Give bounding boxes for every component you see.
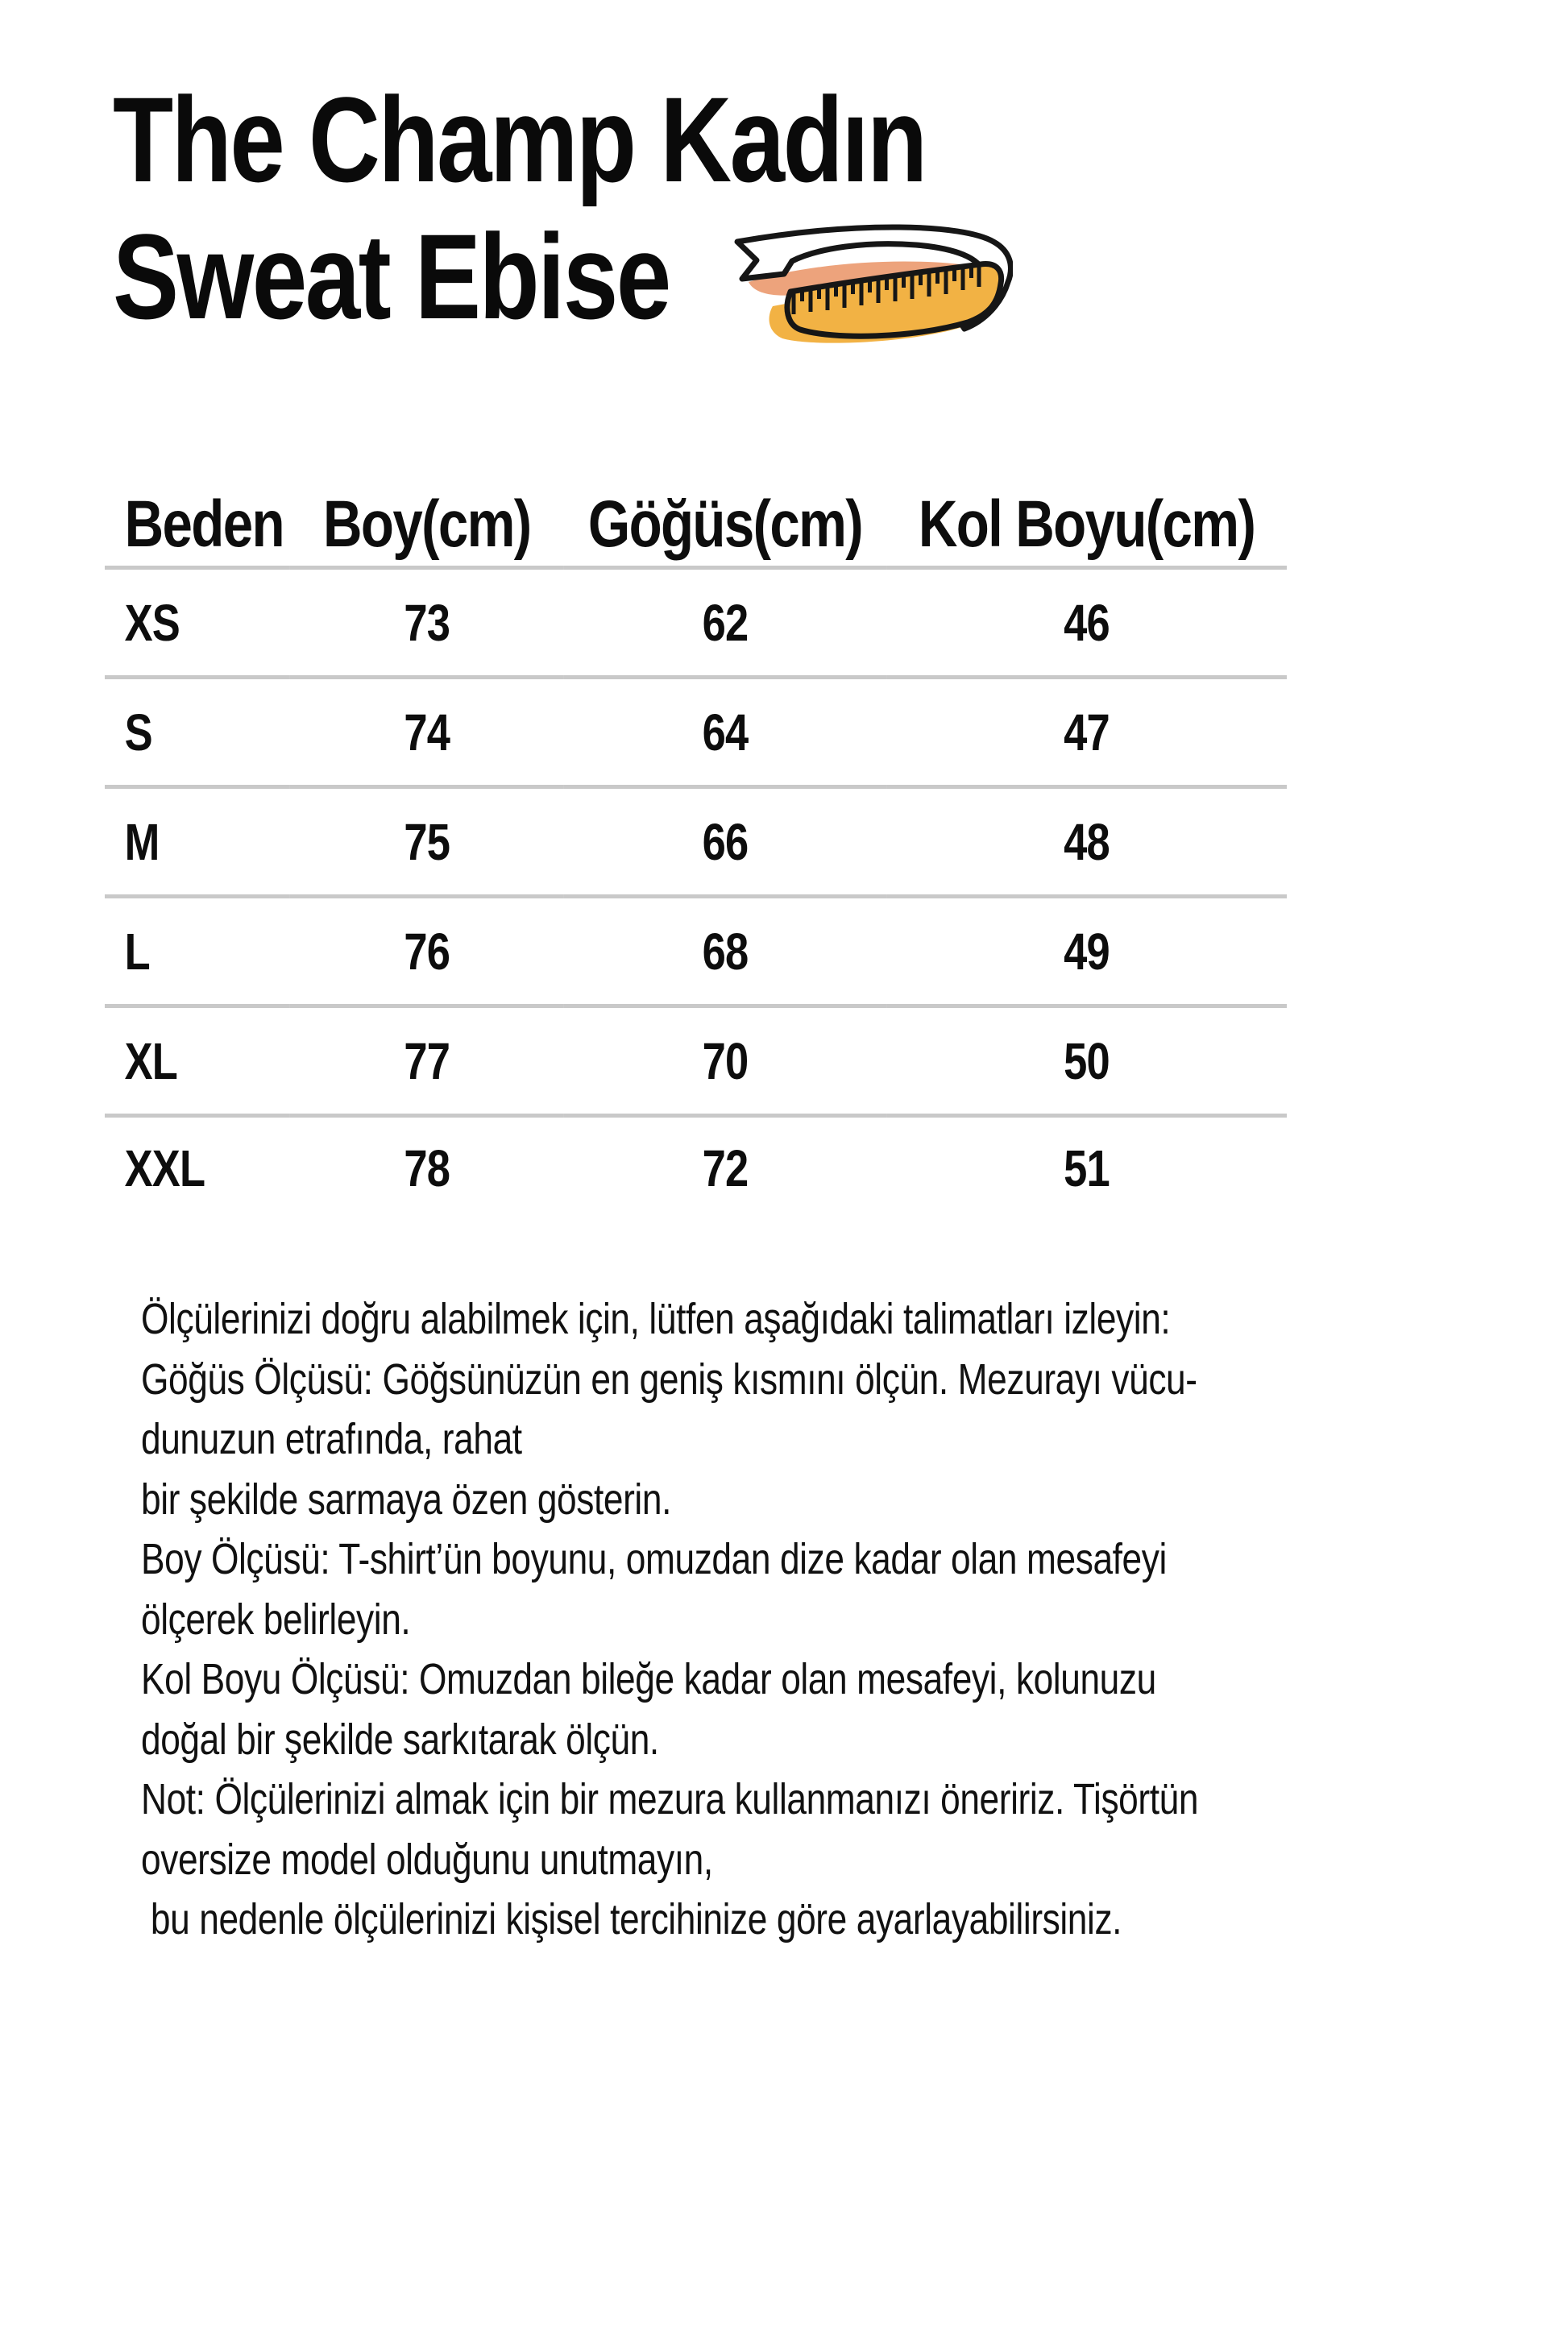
cell-beden: XL [105, 1006, 290, 1116]
column-header-kol-boyu: Kol Boyu(cm) [886, 477, 1287, 568]
instructions-line: bir şekilde sarmaya özen gösterin. [141, 1475, 671, 1524]
cell-kol: 48 [886, 787, 1287, 897]
product-title-line2: Sweat Ebise [113, 209, 670, 344]
cell-gogus: 68 [564, 897, 886, 1006]
instructions-line: Not: Ölçülerinizi almak için bir mezura kullanmanızı öneririz. Tişörtün [141, 1775, 1199, 1823]
cell-boy: 75 [290, 787, 564, 897]
cell-boy: 76 [290, 897, 564, 1006]
table-row-xl [105, 1006, 1287, 1116]
instructions-line: dunuzun etrafında, rahat [141, 1415, 522, 1463]
cell-gogus: 72 [702, 1139, 749, 1197]
cell-kol: 51 [1064, 1139, 1110, 1197]
instructions-line: Kol Boyu Ölçüsü: Omuzdan bileğe kadar olan mesafeyi, kolunuzu [141, 1655, 1156, 1703]
cell-kol: 46 [886, 568, 1287, 678]
cell-kol: 50 [886, 1006, 1287, 1116]
instructions-line: bu nedenle ölçülerinizi kişisel tercihinize göre ayarlayabilirsiniz. [141, 1895, 1122, 1943]
cell-boy: 77 [290, 1006, 564, 1116]
cell-boy: 73 [290, 568, 564, 678]
cell-beden: S [105, 678, 290, 787]
cell-kol: 49 [886, 897, 1287, 1006]
cell-boy: 78 [404, 1139, 450, 1197]
table-row-l [105, 897, 1287, 1006]
instructions [141, 1289, 1469, 1950]
size-table-header-row [105, 477, 1287, 568]
column-header-beden: Beden [105, 477, 290, 568]
size-table [105, 477, 1287, 1218]
column-header-boy: Boy(cm) [290, 477, 564, 568]
cell-beden: XS [105, 568, 290, 678]
column-header-gogus: Göğüs(cm) [564, 477, 886, 568]
instructions-line: Ölçülerinizi doğru alabilmek için, lütfen aşağıdaki talimatları izleyin: [141, 1295, 1171, 1343]
product-title-line1: The Champ Kadın [113, 72, 926, 207]
cell-boy: 74 [290, 678, 564, 787]
table-row-s [105, 678, 1287, 787]
instructions-line: Boy Ölçüsü: T-shirt’ün boyunu, omuzdan dize kadar olan mesafeyi [141, 1535, 1167, 1583]
cell-beden: XXL [124, 1139, 205, 1197]
cell-gogus: 64 [564, 678, 886, 787]
instructions-line: ölçerek belirleyin. [141, 1595, 411, 1644]
size-table-wrap [105, 477, 1287, 1218]
instructions-line: Göğüs Ölçüsü: Göğsünüzün en geniş kısmını ölçün. Mezurayı vücu- [141, 1354, 1197, 1404]
product-title [113, 71, 1302, 345]
cell-kol: 47 [886, 678, 1287, 787]
instructions-line: oversize model olduğunu unutmayın, [141, 1835, 713, 1884]
table-row-xs [105, 568, 1287, 678]
instructions-line: doğal bir şekilde sarkıtarak ölçün. [141, 1715, 659, 1764]
measuring-tape-icon [713, 224, 1013, 346]
table-row-xxl [105, 1116, 1287, 1219]
cell-gogus: 66 [564, 787, 886, 897]
table-row-m [105, 787, 1287, 897]
cell-gogus: 70 [564, 1006, 886, 1116]
cell-beden: M [105, 787, 290, 897]
cell-beden: L [105, 897, 290, 1006]
cell-gogus: 62 [564, 568, 886, 678]
